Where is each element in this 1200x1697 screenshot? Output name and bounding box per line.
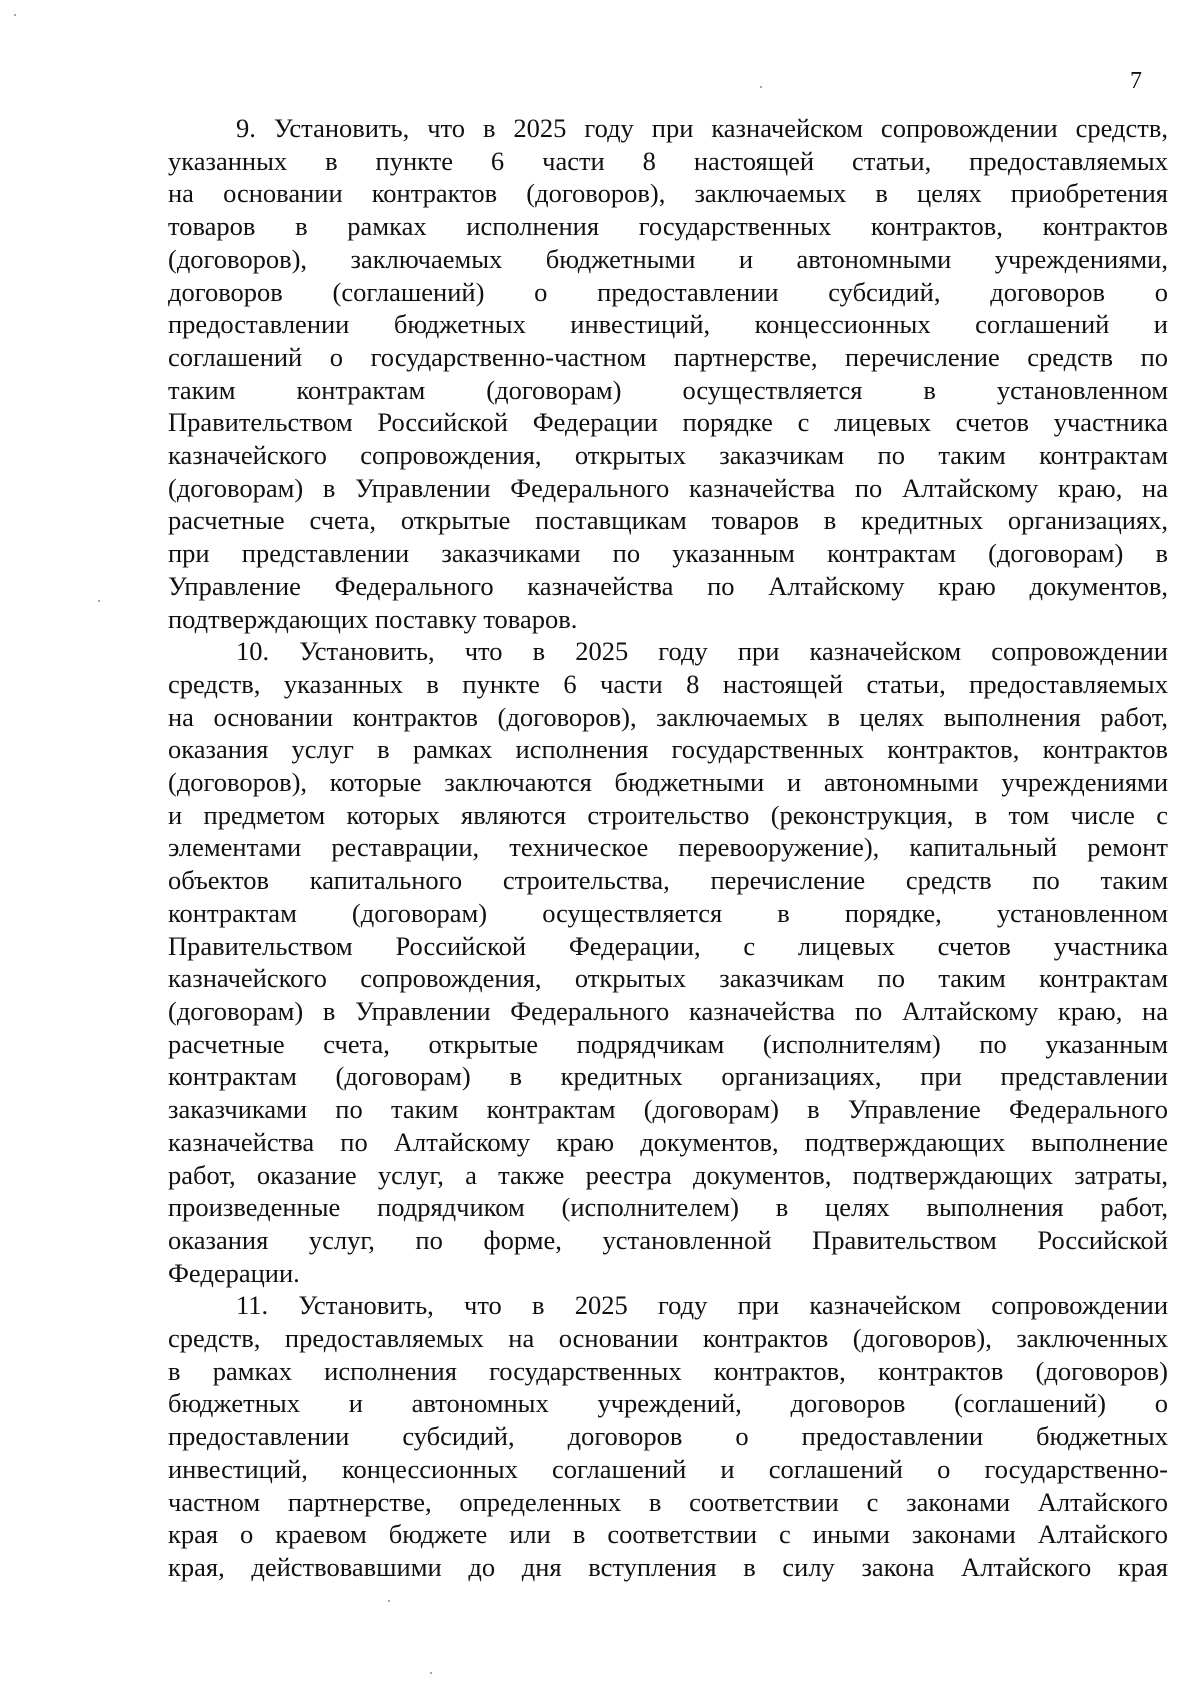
text-line: Управление Федерального казначейства по Алтайскому краю документов,: [168, 570, 1168, 601]
scan-speck: [388, 1600, 390, 1602]
text-line: произведенные подрядчиком (исполнителем) в целях выполнения работ,: [168, 1192, 1168, 1223]
text-line: указанных в пункте 6 части 8 настоящей статьи, предоставляемых: [168, 145, 1168, 176]
text-line: договоров (соглашений) о предоставлении субсидий, договоров о: [168, 276, 1168, 307]
text-line: расчетные счета, открытые подрядчикам (исполнителям) по указанным: [168, 1028, 1168, 1059]
scan-speck: [14, 14, 16, 16]
text-line: Федерации.: [168, 1257, 300, 1288]
text-line: средств, предоставляемых на основании контрактов (договоров), заключенных: [168, 1323, 1168, 1354]
text-line: предоставлении бюджетных инвестиций, концессионных соглашений и: [168, 309, 1168, 340]
text-line: и предметом которых являются строительство (реконструкция, в том числе с: [168, 799, 1168, 830]
text-line: работ, оказание услуг, а также реестра документов, подтверждающих затраты,: [168, 1159, 1168, 1190]
text-line: подтверждающих поставку товаров.: [168, 603, 578, 634]
text-line: объектов капитального строительства, перечисление средств по таким: [168, 865, 1168, 896]
scan-speck: [760, 86, 762, 88]
text-line: (договоров), заключаемых бюджетными и автономными учреждениями,: [168, 243, 1168, 274]
text-line: элементами реставрации, техническое перевооружение), капитальный ремонт: [168, 832, 1168, 863]
text-line: на основании контрактов (договоров), заключаемых в целях выполнения работ,: [168, 701, 1168, 732]
text-line: (договоров), которые заключаются бюджетными и автономными учреждениями: [168, 767, 1168, 798]
text-line: 9. Установить, что в 2025 году при казначейском сопровождении средств,: [236, 113, 1168, 143]
text-line: (договорам) в Управлении Федерального казначейства по Алтайскому краю, на: [168, 995, 1168, 1026]
scan-speck: [98, 600, 100, 602]
text-line: контрактам (договорам) в кредитных организациях, при представлении: [168, 1061, 1168, 1092]
scan-speck: [430, 1672, 432, 1674]
text-line: средств, указанных в пункте 6 части 8 настоящей статьи, предоставляемых: [168, 668, 1168, 699]
page-number: 7: [1130, 68, 1142, 94]
text-line: (договорам) в Управлении Федерального казначейства по Алтайскому краю, на: [168, 472, 1168, 503]
text-line: Правительством Российской Федерации порядке с лицевых счетов участника: [168, 407, 1168, 438]
text-line: казначейского сопровождения, открытых заказчикам по таким контрактам: [168, 963, 1168, 994]
text-line: бюджетных и автономных учреждений, договоров (соглашений) о: [168, 1388, 1168, 1419]
text-line: края о краевом бюджете или в соответствии с иными законами Алтайского: [168, 1519, 1168, 1550]
text-line: предоставлении субсидий, договоров о предоставлении бюджетных: [168, 1421, 1168, 1452]
text-line: оказания услуг, по форме, установленной Правительством Российской: [168, 1224, 1168, 1255]
text-line: соглашений о государственно-частном партнерстве, перечисление средств по: [168, 341, 1168, 372]
text-line: частном партнерстве, определенных в соответствии с законами Алтайского: [168, 1486, 1168, 1517]
text-line: заказчиками по таким контрактам (договорам) в Управление Федерального: [168, 1094, 1168, 1125]
text-line: казначейского сопровождения, открытых заказчикам по таким контрактам: [168, 440, 1168, 471]
body-text: [168, 112, 1168, 1584]
text-line: края, действовавшими до дня вступления в силу закона Алтайского края: [168, 1551, 1168, 1582]
text-line: 11. Установить, что в 2025 году при казначейском сопровождении: [236, 1290, 1168, 1321]
text-line: оказания услуг в рамках исполнения государственных контрактов, контрактов: [168, 734, 1168, 765]
paragraph-11: [168, 1289, 1168, 1583]
paragraph-10: [168, 635, 1168, 1289]
text-line: в рамках исполнения государственных контрактов, контрактов (договоров): [168, 1355, 1168, 1386]
text-line: на основании контрактов (договоров), заключаемых в целях приобретения: [168, 178, 1168, 209]
paragraph-9: [168, 112, 1168, 635]
text-line: инвестиций, концессионных соглашений и соглашений о государственно-: [168, 1453, 1168, 1484]
text-line: Правительством Российской Федерации, с лицевых счетов участника: [168, 930, 1168, 961]
text-line: казначейства по Алтайскому краю документов, подтверждающих выполнение: [168, 1126, 1168, 1157]
text-line: товаров в рамках исполнения государственных контрактов, контрактов: [168, 211, 1168, 242]
text-line: контрактам (договорам) осуществляется в порядке, установленном: [168, 897, 1168, 928]
text-line: 10. Установить, что в 2025 году при казначейском сопровождении: [236, 636, 1168, 667]
text-line: при представлении заказчиками по указанным контрактам (договорам) в: [168, 538, 1168, 569]
text-line: расчетные счета, открытые поставщикам товаров в кредитных организациях,: [168, 505, 1168, 536]
text-line: таким контрактам (договорам) осуществляется в установленном: [168, 374, 1168, 405]
